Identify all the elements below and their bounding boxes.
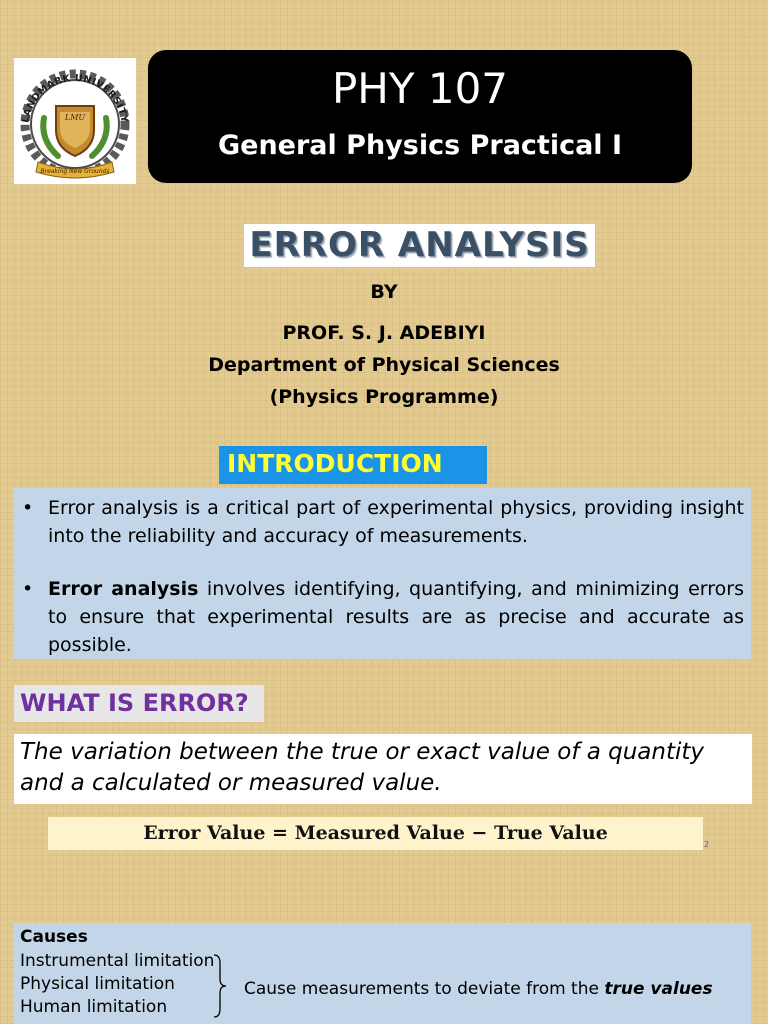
what-is-error-heading-box: [14, 685, 264, 722]
causes-description: [244, 978, 713, 1000]
intro-bullet-2-text: [48, 575, 744, 659]
intro-bullet-1-text: Error analysis is a critical part of experimental physics, providing insight into the reliability and accuracy of measurements.: [48, 497, 744, 547]
logo-arc-text: LANDMARK UNIVERSITY: [20, 72, 130, 124]
introduction-heading-box: [219, 446, 487, 484]
error-definition: The variation between the true or exact value of a quantity and a calculated or measured value.: [20, 739, 705, 796]
by-label: BY: [370, 281, 398, 303]
logo-shield-text: LMU: [64, 113, 86, 122]
landmark-university-seal: [14, 58, 136, 184]
bullet-icon: •: [22, 578, 34, 600]
topic-title-box: [244, 224, 595, 267]
slide-number: 2: [704, 840, 710, 849]
causes-panel: [14, 923, 751, 1024]
course-name: General Physics Practical I: [217, 130, 623, 161]
introduction-panel: [14, 488, 751, 659]
programme-name: (Physics Programme): [269, 386, 499, 408]
course-code: PHY 107: [331, 64, 509, 113]
intro-bullet-2: [22, 575, 744, 659]
cause-item: Physical limitation: [20, 974, 175, 994]
author-name: PROF. S. J. ADEBIYI: [282, 322, 486, 344]
introduction-heading: INTRODUCTION: [227, 449, 443, 478]
cause-item: Human limitation: [20, 997, 168, 1017]
logo-ribbon-text: Breaking New Grounds: [40, 168, 110, 175]
course-title-box: [148, 50, 692, 183]
intro-bullet-2-rest: involves identifying, quantifying, and minimizing errors to ensure that experimental results are as precise and accurate as possible.: [48, 578, 744, 656]
what-is-error-heading: WHAT IS ERROR?: [20, 689, 249, 717]
causes-description-prefix: Cause measurements to deviate from the: [244, 979, 605, 999]
university-logo: [14, 58, 136, 184]
bullet-icon: •: [22, 497, 34, 519]
causes-title: Causes: [20, 927, 88, 947]
causes-description-emphasis: true values: [604, 979, 713, 999]
definition-box: [14, 734, 752, 804]
right-brace-icon: [212, 953, 228, 1019]
formula-box: [48, 817, 703, 850]
intro-bullet-1: [22, 494, 744, 550]
error-formula: Error Value = Measured Value − True Value: [143, 822, 608, 844]
cause-item: Instrumental limitation: [20, 951, 215, 971]
intro-bullet-2-bold: Error analysis: [48, 578, 199, 600]
department-name: Department of Physical Sciences: [208, 354, 560, 376]
topic-title: ERROR ANALYSIS: [249, 225, 590, 265]
